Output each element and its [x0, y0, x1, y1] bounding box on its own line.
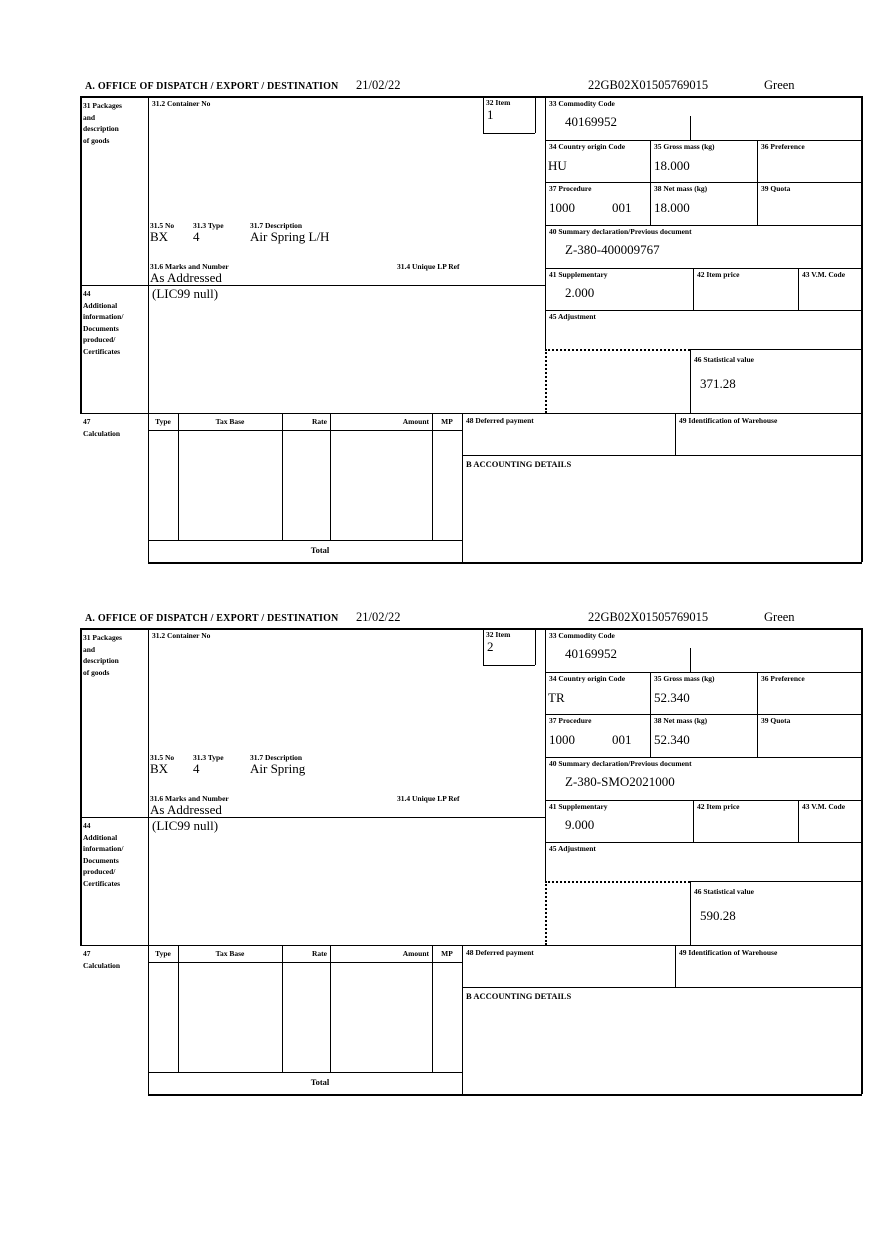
grid-line — [545, 672, 862, 673]
net-mass-label: 38 Net mass (kg) — [654, 184, 708, 193]
box47-label-line: 47 — [83, 949, 91, 958]
box44-label-line: produced/ — [83, 867, 116, 876]
grid-line — [432, 413, 433, 540]
box31-label-line: of goods — [83, 667, 110, 677]
deferred-payment-label: 48 Deferred payment — [466, 416, 534, 425]
warehouse-id-label: 49 Identification of Warehouse — [679, 416, 778, 425]
grid-line — [545, 349, 690, 351]
statistical-value-label: 46 Statistical value — [694, 887, 754, 896]
grid-line — [330, 945, 331, 1072]
grid-line — [690, 881, 862, 882]
country-origin-label: 34 Country origin Code — [549, 142, 626, 151]
grid-line — [861, 96, 863, 562]
marks-value: As Addressed — [150, 802, 222, 817]
procedure-label: 37 Procedure — [549, 716, 592, 725]
declaration-item-section-1 — [80, 78, 862, 562]
grid-line — [545, 182, 862, 183]
supplementary-label: 41 Supplementary — [549, 802, 608, 811]
grid-line — [178, 945, 179, 1072]
summary-declaration-label: 40 Summary declaration/Previous document — [549, 759, 692, 768]
grid-line — [693, 800, 694, 842]
gross-mass-label: 35 Gross mass (kg) — [654, 674, 715, 683]
grid-line — [675, 413, 676, 455]
description-value: Air Spring — [250, 761, 306, 776]
grid-line — [483, 133, 535, 134]
grid-line — [545, 96, 546, 349]
item-number-label: 32 Item — [486, 98, 511, 107]
calc-mp-header: MP — [441, 949, 453, 958]
grid-line — [675, 945, 676, 987]
grid-line — [545, 881, 547, 945]
statistical-value: 590.28 — [700, 908, 736, 923]
grid-line — [545, 310, 862, 311]
grid-line — [545, 842, 862, 843]
grid-line — [545, 881, 690, 883]
packages-type-label: 31.3 Type — [193, 221, 224, 230]
grid-line — [545, 800, 862, 801]
box44-label-line: Documents — [83, 855, 119, 865]
box31-label-line: of goods — [83, 135, 110, 145]
grid-line — [80, 285, 545, 286]
grid-line — [650, 140, 651, 225]
grid-line — [798, 268, 799, 310]
marks-label: 31.6 Marks and Number — [150, 794, 229, 803]
additional-info-value: (LIC99 null) — [152, 818, 219, 833]
grid-line — [148, 96, 149, 413]
grid-line — [690, 881, 691, 945]
net-mass-value: 52.340 — [654, 732, 690, 747]
grid-line — [148, 562, 862, 564]
declaration-item-section-2 — [80, 610, 862, 1094]
box31-label-line: and — [83, 112, 96, 122]
grid-line — [462, 945, 463, 1094]
box44-additional-info-label — [83, 820, 123, 889]
grid-line — [80, 628, 82, 945]
calc-tax-base-header: Tax Base — [215, 949, 245, 958]
grid-line — [545, 714, 862, 715]
vm-code-label: 43 V.M. Code — [802, 270, 846, 279]
grid-line — [535, 96, 536, 133]
calc-tax-base-header: Tax Base — [215, 417, 245, 426]
box31-label-line: 31 Packages — [83, 101, 122, 110]
grid-line — [798, 800, 799, 842]
grid-line — [757, 140, 758, 225]
box31-label-line: description — [83, 124, 119, 133]
grid-line — [148, 962, 462, 963]
grid-line — [690, 349, 862, 350]
vm-code-label: 43 V.M. Code — [802, 802, 846, 811]
box44-label-line: information/ — [83, 844, 124, 853]
declaration-reference: 22GB02X01505769015 — [588, 78, 709, 92]
supplementary-value: 9.000 — [565, 817, 595, 832]
packages-type-label: 31.3 Type — [193, 753, 224, 762]
grid-line — [545, 268, 862, 269]
preference-label: 36 Preference — [761, 142, 805, 151]
country-origin-value: HU — [548, 158, 567, 173]
declaration-date: 21/02/22 — [356, 610, 401, 624]
summary-declaration-value: Z-380-400009767 — [565, 242, 660, 257]
unique-lp-ref-label: 31.4 Unique LP Ref — [397, 262, 460, 271]
grid-line — [80, 628, 862, 630]
grid-line — [483, 628, 484, 665]
gross-mass-value: 18.000 — [654, 158, 690, 173]
container-no-label: 31.2 Container No — [152, 631, 211, 640]
grid-line — [432, 945, 433, 1072]
calc-mp-header: MP — [441, 417, 453, 426]
country-origin-label: 34 Country origin Code — [549, 674, 626, 683]
item-number-value: 2 — [487, 639, 494, 654]
quota-label: 39 Quota — [761, 184, 791, 193]
grid-line — [80, 96, 862, 98]
box31-label-line: 31 Packages — [83, 633, 122, 642]
grid-line — [545, 757, 862, 758]
marks-label: 31.6 Marks and Number — [150, 262, 229, 271]
calc-rate-header: Rate — [312, 417, 327, 426]
grid-line — [462, 987, 862, 988]
item-price-label: 42 Item price — [697, 802, 740, 811]
calc-amount-header: Amount — [402, 949, 429, 958]
box31-label-line: and — [83, 644, 96, 654]
grid-line — [80, 413, 862, 414]
calc-type-header: Type — [155, 949, 171, 958]
procedure-value-2: 001 — [612, 732, 632, 747]
packages-no-value: BX — [150, 761, 169, 776]
box47-calculation-label — [83, 416, 120, 439]
box44-label-line: Additional — [83, 300, 118, 310]
commodity-code-value: 40169952 — [565, 646, 617, 661]
calc-amount-header: Amount — [402, 417, 429, 426]
office-of-dispatch-label: A. OFFICE OF DISPATCH / EXPORT / DESTINATION — [85, 613, 339, 624]
grid-line — [545, 225, 862, 226]
grid-line — [690, 648, 691, 672]
procedure-value-2: 001 — [612, 200, 632, 215]
net-mass-value: 18.000 — [654, 200, 690, 215]
supplementary-label: 41 Supplementary — [549, 270, 608, 279]
description-value: Air Spring L/H — [250, 229, 330, 244]
box47-label-line: Calculation — [83, 960, 121, 970]
grid-line — [148, 1072, 462, 1073]
grid-line — [545, 628, 546, 881]
additional-info-value: (LIC99 null) — [152, 286, 219, 301]
grid-line — [545, 349, 547, 413]
total-label: Total — [310, 545, 330, 555]
declaration-date: 21/02/22 — [356, 78, 401, 92]
accounting-details-label: B ACCOUNTING DETAILS — [466, 991, 572, 1001]
grid-line — [148, 1094, 862, 1096]
procedure-value: 1000 — [549, 732, 575, 747]
grid-line — [178, 413, 179, 540]
grid-line — [535, 628, 536, 665]
deferred-payment-label: 48 Deferred payment — [466, 948, 534, 957]
office-of-dispatch-label: A. OFFICE OF DISPATCH / EXPORT / DESTINATION — [85, 81, 339, 92]
packages-no-label: 31.5 No — [150, 753, 175, 762]
item-number-label: 32 Item — [486, 630, 511, 639]
grid-line — [861, 628, 863, 1094]
country-origin-value: TR — [548, 690, 565, 705]
grid-line — [545, 140, 862, 141]
grid-line — [483, 665, 535, 666]
box44-label-line: Certificates — [83, 346, 121, 356]
grid-line — [80, 817, 545, 818]
grid-line — [282, 413, 283, 540]
grid-line — [330, 413, 331, 540]
summary-declaration-value: Z-380-SMO2021000 — [565, 774, 675, 789]
gross-mass-value: 52.340 — [654, 690, 690, 705]
box44-label-line: information/ — [83, 312, 124, 321]
grid-line — [693, 268, 694, 310]
grid-line — [757, 672, 758, 757]
packages-type-value: 4 — [193, 761, 200, 776]
box44-label-line: 44 — [83, 821, 91, 830]
packages-no-label: 31.5 No — [150, 221, 175, 230]
grid-line — [462, 413, 463, 562]
calc-rate-header: Rate — [312, 949, 327, 958]
item-price-label: 42 Item price — [697, 270, 740, 279]
grid-line — [148, 945, 149, 1094]
grid-line — [690, 349, 691, 413]
packages-type-value: 4 — [193, 229, 200, 244]
box31-label-line: description — [83, 656, 119, 665]
box44-additional-info-label — [83, 288, 123, 357]
grid-line — [650, 672, 651, 757]
box31-packages-label — [83, 632, 122, 678]
quota-label: 39 Quota — [761, 716, 791, 725]
commodity-code-label: 33 Commodity Code — [549, 99, 615, 108]
grid-line — [80, 96, 82, 413]
packages-no-value: BX — [150, 229, 169, 244]
description-label: 31.7 Description — [250, 221, 303, 230]
box31-packages-label — [83, 100, 122, 146]
box47-label-line: 47 — [83, 417, 91, 426]
box44-label-line: Additional — [83, 832, 118, 842]
procedure-label: 37 Procedure — [549, 184, 592, 193]
commodity-code-value: 40169952 — [565, 114, 617, 129]
box47-label-line: Calculation — [83, 428, 121, 438]
grid-line — [148, 628, 149, 945]
supplementary-value: 2.000 — [565, 285, 595, 300]
grid-line — [282, 945, 283, 1072]
marks-value: As Addressed — [150, 270, 222, 285]
preference-label: 36 Preference — [761, 674, 805, 683]
box44-label-line: Certificates — [83, 878, 121, 888]
container-no-label: 31.2 Container No — [152, 99, 211, 108]
summary-declaration-label: 40 Summary declaration/Previous document — [549, 227, 692, 236]
grid-line — [80, 945, 862, 946]
box44-label-line: 44 — [83, 289, 91, 298]
box47-calculation-label — [83, 948, 120, 971]
routing-status: Green — [764, 610, 795, 624]
box44-label-line: Documents — [83, 323, 119, 333]
calc-type-header: Type — [155, 417, 171, 426]
commodity-code-label: 33 Commodity Code — [549, 631, 615, 640]
routing-status: Green — [764, 78, 795, 92]
grid-line — [148, 540, 462, 541]
grid-line — [148, 430, 462, 431]
grid-line — [462, 455, 862, 456]
grid-line — [483, 96, 484, 133]
adjustment-label: 45 Adjustment — [549, 312, 596, 321]
item-number-value: 1 — [487, 107, 494, 122]
declaration-reference: 22GB02X01505769015 — [588, 610, 709, 624]
box44-label-line: produced/ — [83, 335, 116, 344]
grid-line — [148, 413, 149, 562]
unique-lp-ref-label: 31.4 Unique LP Ref — [397, 794, 460, 803]
warehouse-id-label: 49 Identification of Warehouse — [679, 948, 778, 957]
net-mass-label: 38 Net mass (kg) — [654, 716, 708, 725]
adjustment-label: 45 Adjustment — [549, 844, 596, 853]
accounting-details-label: B ACCOUNTING DETAILS — [466, 459, 572, 469]
statistical-value: 371.28 — [700, 376, 736, 391]
gross-mass-label: 35 Gross mass (kg) — [654, 142, 715, 151]
description-label: 31.7 Description — [250, 753, 303, 762]
grid-line — [690, 116, 691, 140]
statistical-value-label: 46 Statistical value — [694, 355, 754, 364]
total-label: Total — [310, 1077, 330, 1087]
procedure-value: 1000 — [549, 200, 575, 215]
